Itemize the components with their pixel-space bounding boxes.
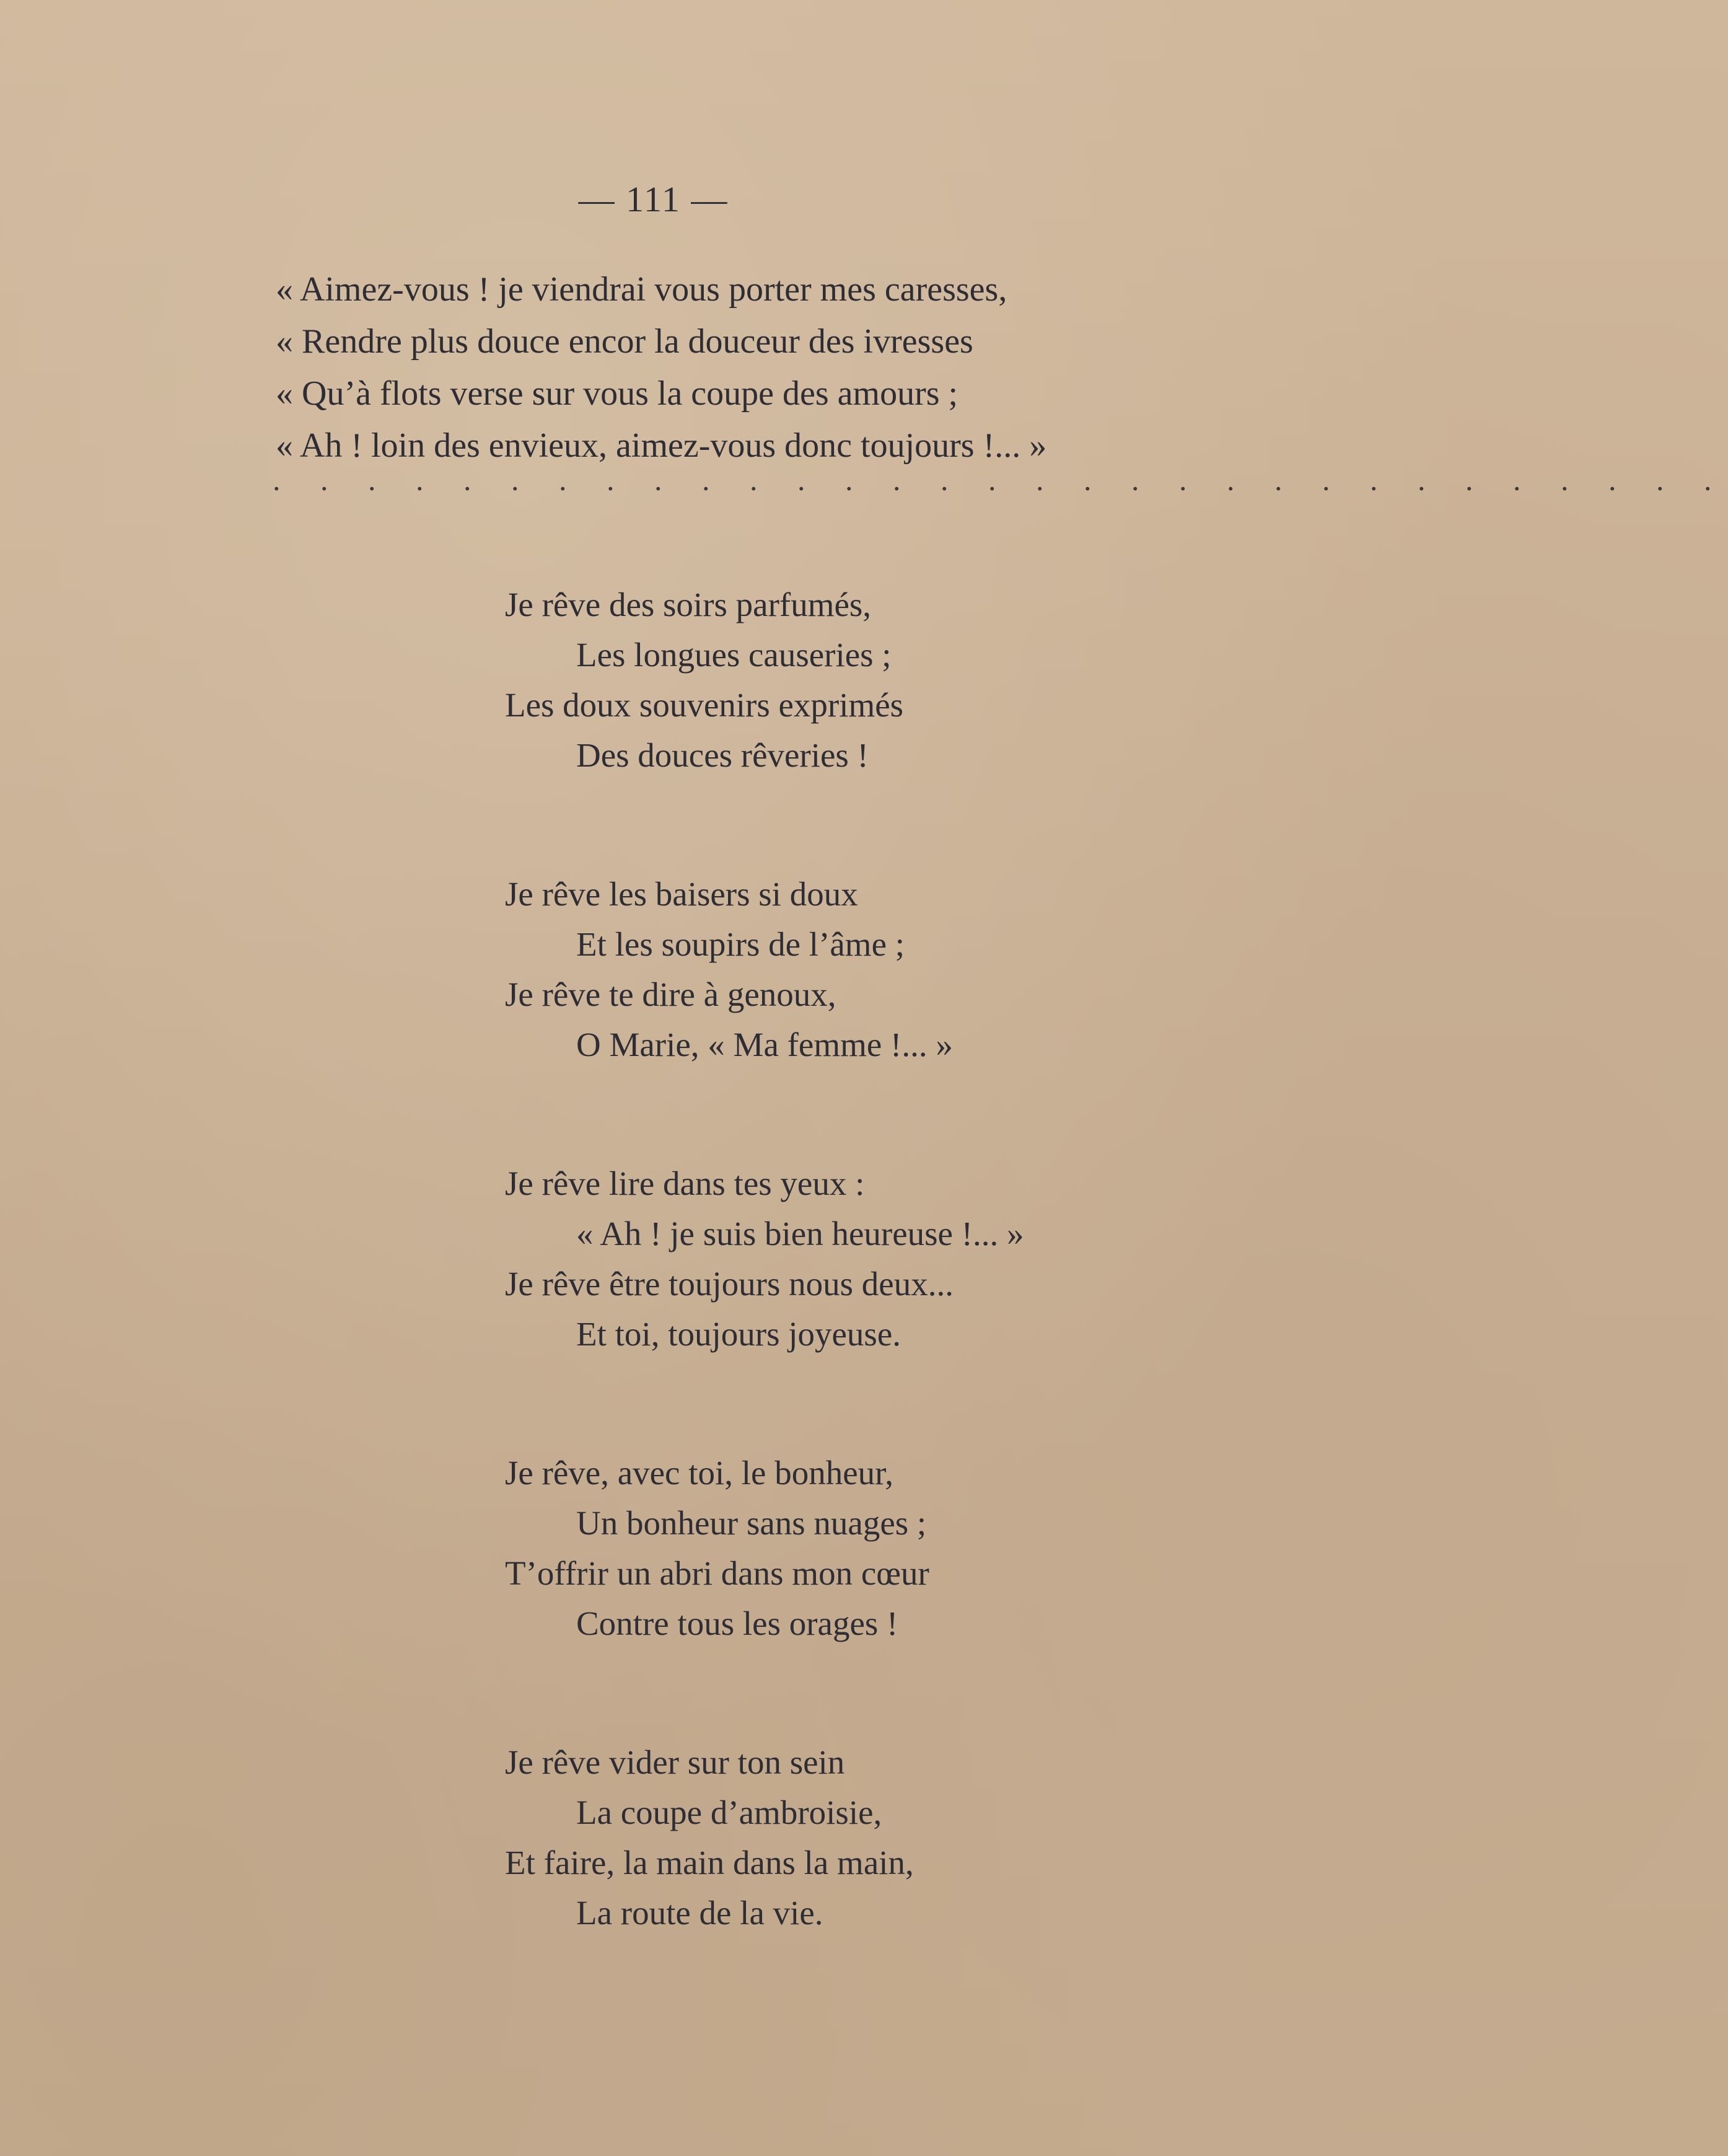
- verse-line: Les longues causeries ;: [576, 636, 892, 674]
- verse-line: Et les soupirs de l’âme ;: [576, 925, 905, 963]
- verse-line: La coupe d’ambroisie,: [576, 1793, 882, 1831]
- verse-line: Contre tous les orages !: [576, 1604, 898, 1642]
- verse-line: Un bonheur sans nuages ;: [576, 1504, 927, 1542]
- verse-line: Et toi, toujours joyeuse.: [576, 1315, 901, 1353]
- verse-line: T’offrir un abri dans mon cœur: [505, 1554, 929, 1592]
- stanza: [505, 1448, 1024, 1648]
- verse-line: Je rêve les baisers si doux: [505, 875, 858, 913]
- verse-line: O Marie, « Ma femme !... »: [576, 1026, 953, 1063]
- verse-line: « Ah ! je suis bien heureuse !... »: [576, 1215, 1024, 1252]
- poem: [505, 579, 1024, 2026]
- page-number: — 111 —: [578, 179, 729, 219]
- quoted-verse-block: [276, 263, 1046, 472]
- quote-line: « Aimez-vous ! je viendrai vous porter mes caresses,: [276, 270, 1007, 309]
- verse-line: La route de la vie.: [576, 1894, 823, 1932]
- verse-line: Je rêve, avec toi, le bonheur,: [505, 1454, 893, 1492]
- stanza: [505, 1737, 1024, 1938]
- verse-line: Je rêve lire dans tes yeux :: [505, 1164, 865, 1202]
- verse-line: Et faire, la main dans la main,: [505, 1844, 914, 1881]
- quote-line: « Ah ! loin des envieux, aimez-vous donc toujours !... »: [276, 426, 1047, 465]
- stanza: [505, 579, 1024, 780]
- stanza: [505, 869, 1024, 1070]
- verse-line: Je rêve être toujours nous deux...: [505, 1265, 954, 1303]
- ellipsis-divider: . . . . . . . . . . . . . . . . . . . . . . . . . . . . . . .: [273, 462, 1728, 497]
- verse-line: Je rêve des soirs parfumés,: [505, 586, 872, 623]
- quote-line: « Qu’à flots verse sur vous la coupe des amours ;: [276, 374, 958, 413]
- verse-line: Des douces rêveries !: [576, 736, 869, 774]
- quote-line: « Rendre plus douce encor la douceur des ivresses: [276, 322, 973, 361]
- verse-line: Les doux souvenirs exprimés: [505, 686, 904, 724]
- verse-line: Je rêve vider sur ton sein: [505, 1743, 845, 1781]
- verse-line: Je rêve te dire à genoux,: [505, 975, 836, 1013]
- stanza: [505, 1158, 1024, 1359]
